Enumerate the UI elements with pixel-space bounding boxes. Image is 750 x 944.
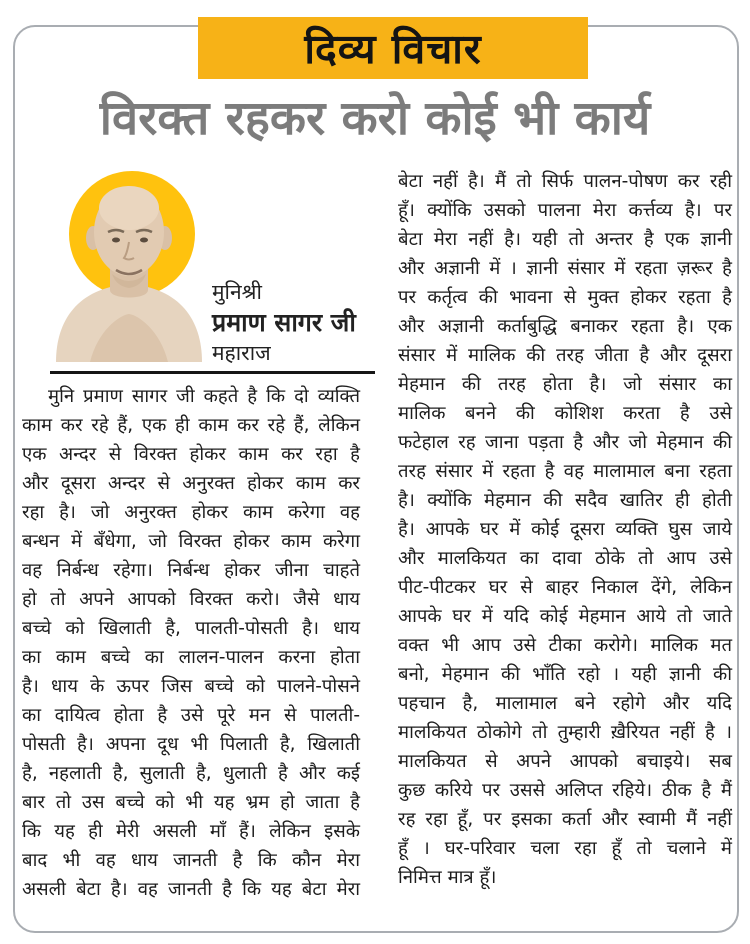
monk-photo	[50, 170, 208, 362]
text-line: का दायित्व होता है उसे पूरे मन से पालती-	[22, 705, 360, 726]
text-line: मुनि प्रमाण सागर जी कहते है कि दो व्यक्ति	[48, 386, 360, 407]
text-line: हूँ । घर-परिवार चला रहा हूँ तो चलाने में	[398, 838, 732, 859]
text-line: रहा है। जो अनुरक्त होकर काम करेगा वह	[22, 502, 360, 523]
monk-portrait-illustration	[50, 170, 208, 362]
divider-line	[50, 371, 375, 374]
text-line: वह निर्बन्ध रहेगा। निर्बन्ध होकर जीना चाहते	[22, 560, 360, 581]
text-line: कि यह ही मेरी असली माँ हैं। लेकिन इसके	[22, 821, 360, 842]
right-column-text	[398, 167, 732, 892]
text-line: एक अन्दर से विरक्त होकर काम कर रहा है	[22, 444, 360, 465]
text-line: और अज्ञानी कर्ताबुद्धि बनाकर रहता है। एक	[398, 316, 732, 337]
text-line: मेहमान की तरह होता है। जो संसार का	[398, 374, 732, 395]
text-line: कुछ करिये पर उससे अलिप्त रहिये। ठीक है मैं	[398, 780, 732, 801]
text-line: हूँ। क्योंकि उसको पालना मेरा कर्त्तव्य है। पर	[398, 200, 732, 221]
text-line: बेटा मेरा नहीं है। यही तो अन्तर है एक ज्ञानी	[398, 229, 732, 250]
text-line: बाद भी वह धाय जानती है कि कौन मेरा	[22, 850, 360, 871]
article-headline: विरक्त रहकर करो कोई भी कार्य	[99, 91, 651, 146]
text-line: बनो, मेहमान की भाँति रहो । यही ज्ञानी की	[398, 664, 732, 685]
text-line: पीट-पीटकर घर से बाहर निकाल देंगे, लेकिन	[398, 577, 732, 598]
author-title: महाराज	[212, 341, 271, 365]
text-line: पोसती है। अपना दूध भी पिलाती है, खिलाती	[22, 734, 360, 755]
text-line: असली बेटा है। वह जानती है कि यह बेटा मेरा	[22, 879, 360, 900]
text-line: बार तो उस बच्चे को भी यह भ्रम हो जाता है	[22, 792, 360, 813]
text-line: मालिक बनने की कोशिश करता है उसे	[398, 403, 732, 424]
author-honorific: मुनिश्री	[212, 280, 262, 304]
text-line: पर कर्तृत्व की भावना से मुक्त होकर रहता है	[398, 287, 732, 308]
text-line: और दूसरा अन्दर से अनुरक्त होकर काम कर	[22, 473, 360, 494]
author-caption	[212, 278, 372, 367]
text-line: मालकियत ठोकोगे तो तुम्हारी ख़ैरियत नहीं है ।	[398, 722, 732, 743]
text-line: फटेहाल रह जाना पड़ता है और जो मेहमान की	[398, 432, 732, 453]
text-line: काम कर रहे हैं, एक ही काम कर रहे हैं, लेकिन	[22, 415, 360, 436]
text-line: का काम बच्चे का लालन-पालन करना होता	[22, 647, 360, 668]
text-line: और अज्ञानी में । ज्ञानी संसार में रहता ज़रूर है	[398, 258, 732, 279]
section-banner	[198, 17, 588, 79]
text-line: आपके घर में यदि कोई मेहमान आये तो जाते	[398, 606, 732, 627]
text-line: वक्त भी आप उसे टीका करोगे। मालिक मत	[398, 635, 732, 656]
text-line: बच्चे को खिलाती है, पालती-पोसती है। धाय	[22, 618, 360, 639]
left-column-text	[22, 382, 360, 904]
text-line: है, नहलाती है, सुलाती है, धुलाती है और कई	[22, 763, 360, 784]
author-name: प्रमाण सागर जी	[212, 308, 356, 337]
text-line: तरह संसार में रहता है वह मालामाल बना रहता	[398, 461, 732, 482]
text-line: रह रहा हूँ, पर इसका कर्ता और स्वामी मैं नहीं	[398, 809, 732, 830]
text-line: बन्धन में बँधेगा, जो विरक्त होकर काम करेगा	[22, 531, 360, 552]
text-line: बेटा नहीं है। मैं तो सिर्फ पालन-पोषण कर रही	[398, 171, 732, 192]
text-line: और मालकियत का दावा ठोके तो आप उसे	[398, 548, 732, 569]
text-line: है। आपके घर में कोई दूसरा व्यक्ति घुस जाये	[398, 519, 732, 540]
section-banner-label: दिव्य विचार	[304, 25, 482, 73]
text-line: है। धाय के ऊपर जिस बच्चे को पालने-पोसने	[22, 676, 360, 697]
text-line: पहचान है, मालामाल बने रहोगे और यदि	[398, 693, 732, 714]
text-line: निमित्त मात्र हूँ।	[398, 867, 497, 888]
text-line: संसार में मालिक की तरह जीता है और दूसरा	[398, 345, 732, 366]
text-line: है। क्योंकि मेहमान की सदैव खातिर ही होती	[398, 490, 732, 511]
text-line: मालकियत से अपने आपको बचाइये। सब	[398, 751, 732, 772]
text-line: हो तो अपने आपको विरक्त करो। जैसे धाय	[22, 589, 360, 610]
